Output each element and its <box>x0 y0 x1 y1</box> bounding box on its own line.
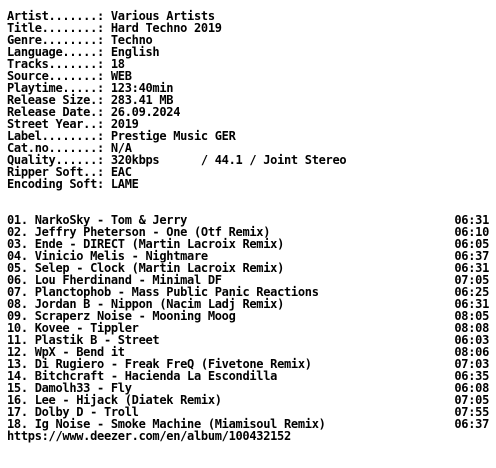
track-number: 09. <box>7 309 35 323</box>
track-duration: 07:05 <box>454 273 489 287</box>
info-key: Release Size.: <box>7 93 111 107</box>
info-key: Genre........: <box>7 33 111 47</box>
info-key: Release Date.: <box>7 105 111 119</box>
info-key: Label........: <box>7 129 111 143</box>
track-duration: 06:08 <box>454 381 489 395</box>
info-value: Techno <box>110 33 153 47</box>
track-duration: 08:05 <box>454 309 489 323</box>
track-number: 05. <box>7 261 35 275</box>
track-duration: 06:31 <box>454 261 489 275</box>
info-key: Source.......: <box>7 69 111 83</box>
track-duration: 06:37 <box>454 249 489 263</box>
track-number: 11. <box>7 333 35 347</box>
track-title: NarkoSky - Tom & Jerry <box>34 213 188 227</box>
track-duration: 08:06 <box>454 345 489 359</box>
track-number: 10. <box>7 321 35 335</box>
track-duration: 06:03 <box>454 333 489 347</box>
track-number: 12. <box>7 345 35 359</box>
release-metadata <box>7 10 489 190</box>
track-title: Damolh33 - Fly <box>34 381 132 395</box>
track-duration: 07:55 <box>454 405 489 419</box>
track-number: 16. <box>7 393 35 407</box>
track-number: 04. <box>7 249 35 263</box>
info-key: Ripper Soft..: <box>7 165 111 179</box>
info-key: Title........: <box>7 21 111 35</box>
track-title: Jeffry Pheterson - One (Otf Remix) <box>34 225 271 239</box>
track-duration: 06:31 <box>454 213 489 227</box>
track-number: 13. <box>7 357 35 371</box>
info-value: EAC <box>110 165 132 179</box>
track-number: 07. <box>7 285 35 299</box>
track-duration: 07:03 <box>454 357 489 371</box>
track-title: Scraperz Noise - Mooning Moog <box>34 309 236 323</box>
info-value: Prestige Music GER <box>110 129 236 143</box>
track-number: 15. <box>7 381 35 395</box>
track-title: Bitchcraft - Hacienda La Escondilla <box>34 369 278 383</box>
track-number: 18. <box>7 417 35 431</box>
track-duration: 08:08 <box>454 321 489 335</box>
track-duration: 06:37 <box>454 417 489 431</box>
track-duration: 06:05 <box>454 237 489 251</box>
track-title: Ig Noise - Smoke Machine (Miamisoul Remix) <box>34 417 326 431</box>
release-info-document <box>7 10 489 442</box>
info-key: Quality......: <box>7 153 111 167</box>
info-value: Hard Techno 2019 <box>110 21 222 35</box>
track-title: Kovee - Tippler <box>34 321 139 335</box>
track-number: 03. <box>7 237 35 251</box>
info-value: 26.09.2024 <box>110 105 181 119</box>
info-value: 123:40min <box>110 81 174 95</box>
tracklist <box>7 214 489 430</box>
track-number: 06. <box>7 273 35 287</box>
track-title: Ende - DIRECT (Martin Lacroix Remix) <box>34 237 284 251</box>
track-duration: 06:35 <box>454 369 489 383</box>
track-title: Jordan B - Nippon (Nacim Ladj Remix) <box>34 297 284 311</box>
info-key: Street Year..: <box>7 117 111 131</box>
info-value: English <box>110 45 160 59</box>
info-value: 320kbps / 44.1 / Joint Stereo <box>110 153 347 167</box>
info-key: Artist.......: <box>7 9 111 23</box>
info-key: Playtime.....: <box>7 81 111 95</box>
track-duration: 06:31 <box>454 297 489 311</box>
track-duration: 06:25 <box>454 285 489 299</box>
info-key: Encoding Soft: <box>7 177 111 191</box>
track-title: Planctophob - Mass Public Panic Reactions <box>34 285 319 299</box>
track-number: 02. <box>7 225 35 239</box>
info-value: N/A <box>110 141 132 155</box>
info-value: Various Artists <box>110 9 215 23</box>
track-number: 08. <box>7 297 35 311</box>
info-value: WEB <box>110 69 132 83</box>
info-key: Language.....: <box>7 45 111 59</box>
info-value: 283.41 MB <box>110 93 174 107</box>
track-number: 17. <box>7 405 35 419</box>
track-title: Dolby D - Troll <box>34 405 139 419</box>
info-key: Cat.no.......: <box>7 141 111 155</box>
track-title: Di Rugiero - Freak FreQ (Fivetone Remix) <box>34 357 312 371</box>
track-title: WpX - Bend it <box>34 345 125 359</box>
track-number: 01. <box>7 213 35 227</box>
info-value: LAME <box>110 177 139 191</box>
track-duration: 07:05 <box>454 393 489 407</box>
info-value: 18 <box>110 57 125 71</box>
track-title: Vinicio Melis - Nightmare <box>34 249 208 263</box>
track-title: Selep - Clock (Martin Lacroix Remix) <box>34 261 284 275</box>
info-value: 2019 <box>110 117 139 131</box>
album-url: https://www.deezer.com/en/album/100432152 <box>7 429 291 443</box>
track-number: 14. <box>7 369 35 383</box>
track-title: Lee - Hijack (Diatek Remix) <box>34 393 222 407</box>
track-duration: 06:10 <box>454 225 489 239</box>
spacer <box>7 190 489 214</box>
info-row <box>7 178 489 190</box>
track-title: Lou Fherdinand - Minimal DF <box>34 273 222 287</box>
info-key: Tracks.......: <box>7 57 111 71</box>
track-title: Plastik B - Street <box>34 333 160 347</box>
